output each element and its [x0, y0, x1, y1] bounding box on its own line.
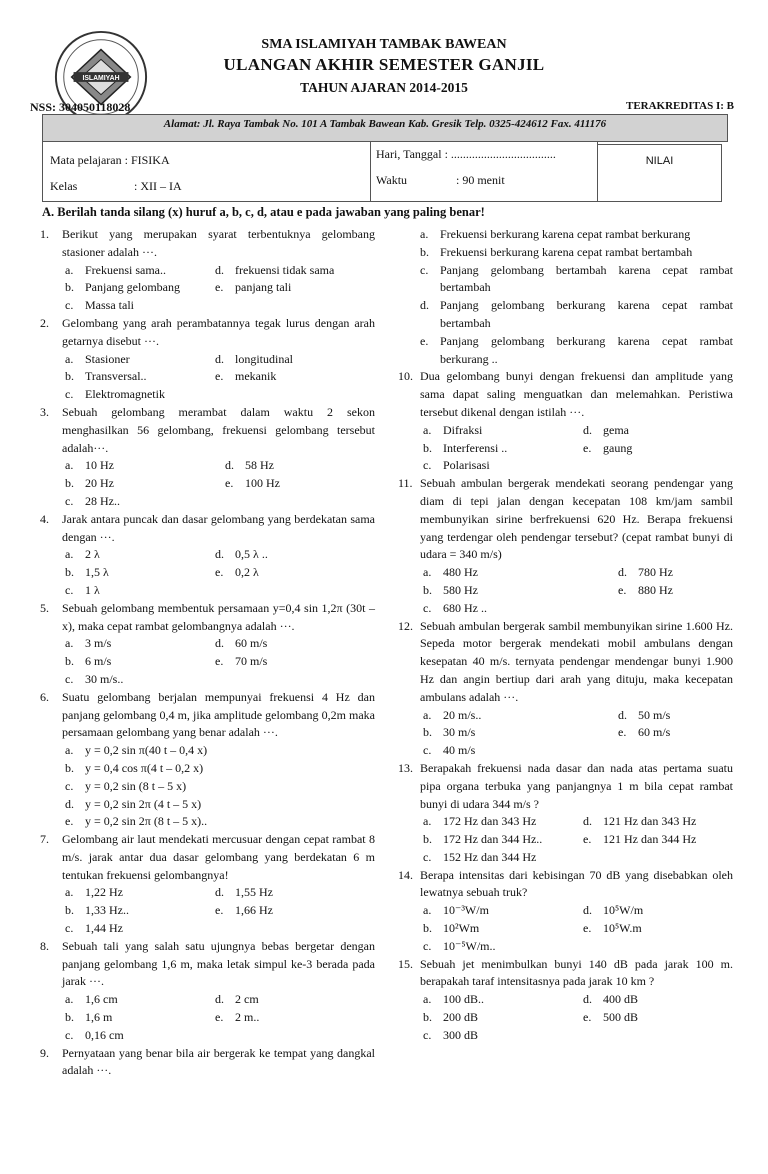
option-a[interactable]: a. Frekuensi berkurang karena cepat rambat berkurang	[420, 227, 691, 241]
option-a[interactable]: a. 1,6 cm	[65, 992, 118, 1007]
option-b[interactable]: b. 20 Hz	[65, 476, 114, 491]
option-c[interactable]: c. 300 dB	[423, 1027, 479, 1042]
question-6	[40, 689, 375, 831]
option-c[interactable]: c. 10⁻⁵W/m..	[423, 938, 496, 953]
question-number: 15.	[398, 956, 413, 971]
question-14	[398, 867, 733, 956]
question-number: 7.	[40, 832, 49, 847]
option-d[interactable]: d. 60 m/s	[215, 636, 268, 651]
question-text: Berikut yang merupakan syarat terbentuknya gelombang stasioner adalah ···.	[62, 227, 375, 259]
option-e[interactable]: e. 70 m/s	[215, 654, 268, 669]
left-column	[40, 226, 375, 1080]
option-e[interactable]: e. 100 Hz	[225, 476, 280, 491]
option-e[interactable]: e. 880 Hz	[618, 582, 673, 597]
option-d[interactable]: d. 400 dB	[583, 992, 639, 1007]
option-c[interactable]: c. 680 Hz ..	[423, 600, 487, 615]
question-9-options	[420, 226, 733, 368]
question-number: 6.	[40, 689, 49, 704]
school-name: SMA ISLAMIYAH TAMBAK BAWEAN	[261, 37, 507, 52]
option-b[interactable]: b. 1,5 λ	[65, 565, 109, 580]
option-e[interactable]: e. panjang tali	[215, 280, 292, 295]
option-b[interactable]: b. Frekuensi berkurang karena cepat rambat bertambah	[420, 244, 693, 259]
option-b[interactable]: b. 172 Hz dan 344 Hz..	[423, 832, 543, 847]
accreditation: TERAKREDITAS I: B	[626, 100, 734, 112]
question-text: Gelombang air laut mendekati mercusuar dengan cepat rambat 8 m/s. jarak antar dua dasar gelombang yang berdekatan 6 m tentukan frekuensi gelombangnya!	[62, 832, 375, 882]
question-13	[398, 760, 733, 867]
option-a[interactable]: a. 1,22 Hz	[65, 885, 123, 900]
option-c[interactable]: c. 28 Hz..	[65, 493, 120, 508]
option-b[interactable]: b. 6 m/s	[65, 654, 112, 669]
option-b[interactable]: b. 1,6 m	[65, 1010, 113, 1025]
option-e[interactable]: e. 0,2 λ	[215, 565, 259, 580]
option-c[interactable]: c. Panjang gelombang bertambah karena cepat rambat bertambah	[420, 262, 733, 295]
option-c[interactable]: c. 1,44 Hz	[65, 921, 123, 936]
question-text: Dua gelombang bunyi dengan frekuensi dan amplitude yang sama dapat saling menguatkan dan melemahkan. Peristiwa tersebut dikenal dengan istilah ···.	[420, 369, 733, 419]
question-text: Jarak antara puncak dan dasar gelombang yang berdekatan sama dengan ···.	[62, 511, 375, 544]
question-text: Berapa intensitas dari kebisingan 70 dB yang disebabkan oleh lewatnya sebuah truk?	[420, 867, 733, 900]
question-4	[40, 511, 375, 600]
question-number: 10.	[398, 369, 413, 384]
academic-year: TAHUN AJARAN 2014-2015	[300, 80, 468, 95]
option-a[interactable]: a. 10 Hz	[65, 458, 114, 473]
option-c[interactable]: c. 40 m/s	[423, 743, 476, 758]
option-d[interactable]: d. gema	[583, 422, 629, 437]
question-8	[40, 938, 375, 1045]
question-text: Sebuah tali yang salah satu ujungnya bebas bergetar dengan panjang gelombang 1,6 m, maka letak simpul ke-3 berada pada jarak ···.	[62, 938, 375, 989]
option-d[interactable]: d. 2 cm	[215, 992, 259, 1007]
question-number: 14.	[398, 867, 413, 882]
option-a[interactable]: a. Stasioner	[65, 351, 130, 366]
option-a[interactable]: a. 100 dB..	[423, 992, 485, 1007]
question-number: 3.	[40, 404, 49, 419]
option-b[interactable]: b. 30 m/s	[423, 725, 476, 740]
question-text: Gelombang yang arah perambatannya tegak lurus dengan arah getarnya disebut ···.	[62, 315, 375, 348]
option-c[interactable]: c. Massa tali	[65, 298, 134, 313]
option-a[interactable]: a. 20 m/s..	[423, 707, 482, 722]
info-divider	[370, 142, 371, 202]
option-c[interactable]: c. Elektromagnetik	[65, 387, 165, 402]
question-10	[398, 368, 733, 475]
option-d[interactable]: d. frekuensi tidak sama	[215, 262, 335, 277]
question-number: 9.	[40, 1045, 49, 1060]
option-b[interactable]: b. Transversal..	[65, 369, 147, 384]
option-a[interactable]: a. 480 Hz	[423, 565, 478, 580]
question-text: Pernyataan yang benar bila air bergerak ke tempat yang dangkal adalah ···.	[62, 1045, 375, 1078]
question-text: Sebuah jet menimbulkan bunyi 140 dB pada jarak 100 m. berapakah taraf intensitasnya pada jarak 10 km ?	[420, 956, 733, 989]
question-number: 2.	[40, 315, 49, 330]
option-b[interactable]: b. Panjang gelombang	[65, 280, 180, 295]
question-7	[40, 831, 375, 938]
option-e[interactable]: e. 1,66 Hz	[215, 903, 273, 918]
question-text: Sebuah gelombang membentuk persamaan y=0,4 sin 1,2π (30t – x), maka cepat rambat gelombangnya adalah ···.	[62, 600, 375, 633]
question-number: 4.	[40, 511, 49, 526]
question-11	[398, 475, 733, 617]
question-text: Sebuah ambulan bergerak mendekati seorang pendengar yang diam di tepi jalan dengan kecepatan 108 km/jam sambil membunyikan sirine berfrekuensi 620 Hz. Berapa frekuensi yang terdengar oleh pendengar tersebut? (cepat rambat bunyi di udara = 340 m/s)	[420, 476, 733, 562]
option-a[interactable]: a. Frekuensi sama..	[65, 262, 166, 277]
option-d[interactable]: d. 1,55 Hz	[215, 885, 273, 900]
option-e[interactable]: e. 10⁵W.m	[583, 921, 642, 936]
option-e[interactable]: e. y = 0,2 sin 2π (8 t – 5 x)..	[65, 814, 208, 829]
option-d[interactable]: d. Panjang gelombang berkurang karena cepat rambat bertambah	[420, 298, 733, 330]
class-label: Kelas	[50, 179, 78, 193]
question-3	[40, 404, 375, 511]
question-number: 8.	[40, 938, 49, 953]
option-d[interactable]: d. longitudinal	[215, 351, 293, 366]
question-number: 11.	[398, 476, 413, 491]
time-value: : 90 menit	[456, 173, 505, 187]
right-column	[398, 226, 733, 1045]
option-c[interactable]: c. 30 m/s..	[65, 671, 124, 686]
option-c[interactable]: c. y = 0,2 sin (8 t – 5 x)	[65, 778, 187, 793]
date-field: Hari, Tanggal : ...................................	[376, 147, 556, 161]
option-e[interactable]: e. Panjang gelombang berkurang karena cepat rambat berkurang ..	[420, 333, 733, 366]
question-text: Sebuah ambulan bergerak sambil membunyikan sirine 1.600 Hz. Sepeda motor bergerak mendekati mobil ambulans dengan kesepatan 40 m/s. ternyata pendengar mendengar bunyi 1.900 Hz dan angin bertiup dari arah yang dituju, maka kecepatan ambulans adalah ···.	[420, 618, 733, 704]
logo-text: ISLAMIYAH	[82, 74, 120, 82]
option-d[interactable]: d. 121 Hz dan 343 Hz	[583, 814, 697, 829]
option-d[interactable]: d. 58 Hz	[225, 458, 274, 473]
option-b[interactable]: b. 200 dB	[423, 1010, 479, 1025]
question-5	[40, 600, 375, 689]
option-e[interactable]: e. mekanik	[215, 369, 277, 384]
exam-title: ULANGAN AKHIR SEMESTER GANJIL	[223, 55, 545, 74]
option-e[interactable]: e. 60 m/s	[618, 725, 671, 740]
option-d[interactable]: d. 0,5 λ ..	[215, 547, 268, 562]
option-a[interactable]: a. y = 0,2 sin π(40 t – 0,4 x)	[65, 743, 208, 758]
option-d[interactable]: d. 10⁵W/m	[583, 903, 644, 918]
option-b[interactable]: b. y = 0,4 cos π(4 t – 0,2 x)	[65, 760, 204, 775]
section-instruction: A. Berilah tanda silang (x) huruf a, b, c, d, atau e pada jawaban yang paling benar!	[42, 205, 485, 219]
question-15	[398, 956, 733, 1045]
question-text: Suatu gelombang berjalan mempunyai frekuensi 4 Hz dan panjang gelombang 0,4 m, jika amplitude gelombang 0,2m maka persamaan gelombang yang benar adalah ···.	[62, 689, 375, 740]
address-bar: Alamat: Jl. Raya Tambak No. 101 A Tambak Bawean Kab. Gresik Telp. 0325-424612 Fax. 411176	[42, 114, 728, 142]
option-b[interactable]: b. 1,33 Hz..	[65, 903, 129, 918]
option-c[interactable]: c. 152 Hz dan 344 Hz	[423, 849, 537, 864]
option-a[interactable]: a. Difraksi	[423, 422, 483, 437]
option-a[interactable]: a. 3 m/s	[65, 636, 112, 651]
question-9	[40, 1045, 375, 1081]
option-e[interactable]: e. 121 Hz dan 344 Hz	[583, 832, 697, 847]
question-2	[40, 315, 375, 404]
question-number: 5.	[40, 600, 49, 615]
option-d[interactable]: d. 50 m/s	[618, 707, 671, 722]
option-a[interactable]: a. 10⁻³W/m	[423, 903, 489, 918]
option-b[interactable]: b. 580 Hz	[423, 582, 478, 597]
option-b[interactable]: b. 10²Wm	[423, 921, 480, 936]
option-c[interactable]: c. 1 λ	[65, 582, 100, 597]
score-label: NILAI	[645, 155, 674, 167]
question-text: Berapakah frekuensi nada dasar dan nada atas pertama suatu pipa organa terbuka yang panjangnya 1 m bila cepat rambat bunyi di udara 344 m/s ?	[420, 760, 733, 811]
option-e[interactable]: e. gaung	[583, 440, 633, 455]
option-d[interactable]: d. y = 0,2 sin 2π (4 t – 5 x)	[65, 796, 202, 811]
subject-label: Mata pelajaran : FISIKA	[50, 153, 170, 167]
option-e[interactable]: e. 2 m..	[215, 1010, 260, 1025]
option-c[interactable]: c. Polarisasi	[423, 458, 490, 473]
question-number: 1.	[40, 227, 49, 241]
question-1	[40, 226, 375, 315]
option-a[interactable]: a. 2 λ	[65, 547, 100, 562]
option-b[interactable]: b. Interferensi ..	[423, 440, 508, 455]
nss-number: NSS: 304050118028	[30, 100, 131, 114]
option-a[interactable]: a. 172 Hz dan 343 Hz	[423, 814, 537, 829]
option-c[interactable]: c. 0,16 cm	[65, 1027, 124, 1042]
question-number: 12.	[398, 618, 413, 633]
score-box	[597, 144, 722, 202]
question-text: Sebuah gelombang merambat dalam waktu 2 sekon menghasilkan 56 gelombang, frekuensi gelombang tersebut adalah···.	[62, 404, 375, 455]
question-number: 13.	[398, 760, 413, 775]
option-d[interactable]: d. 780 Hz	[618, 565, 673, 580]
question-12	[398, 618, 733, 760]
time-label: Waktu	[376, 173, 408, 187]
class-value: : XII – IA	[134, 179, 182, 193]
option-e[interactable]: e. 500 dB	[583, 1010, 639, 1025]
